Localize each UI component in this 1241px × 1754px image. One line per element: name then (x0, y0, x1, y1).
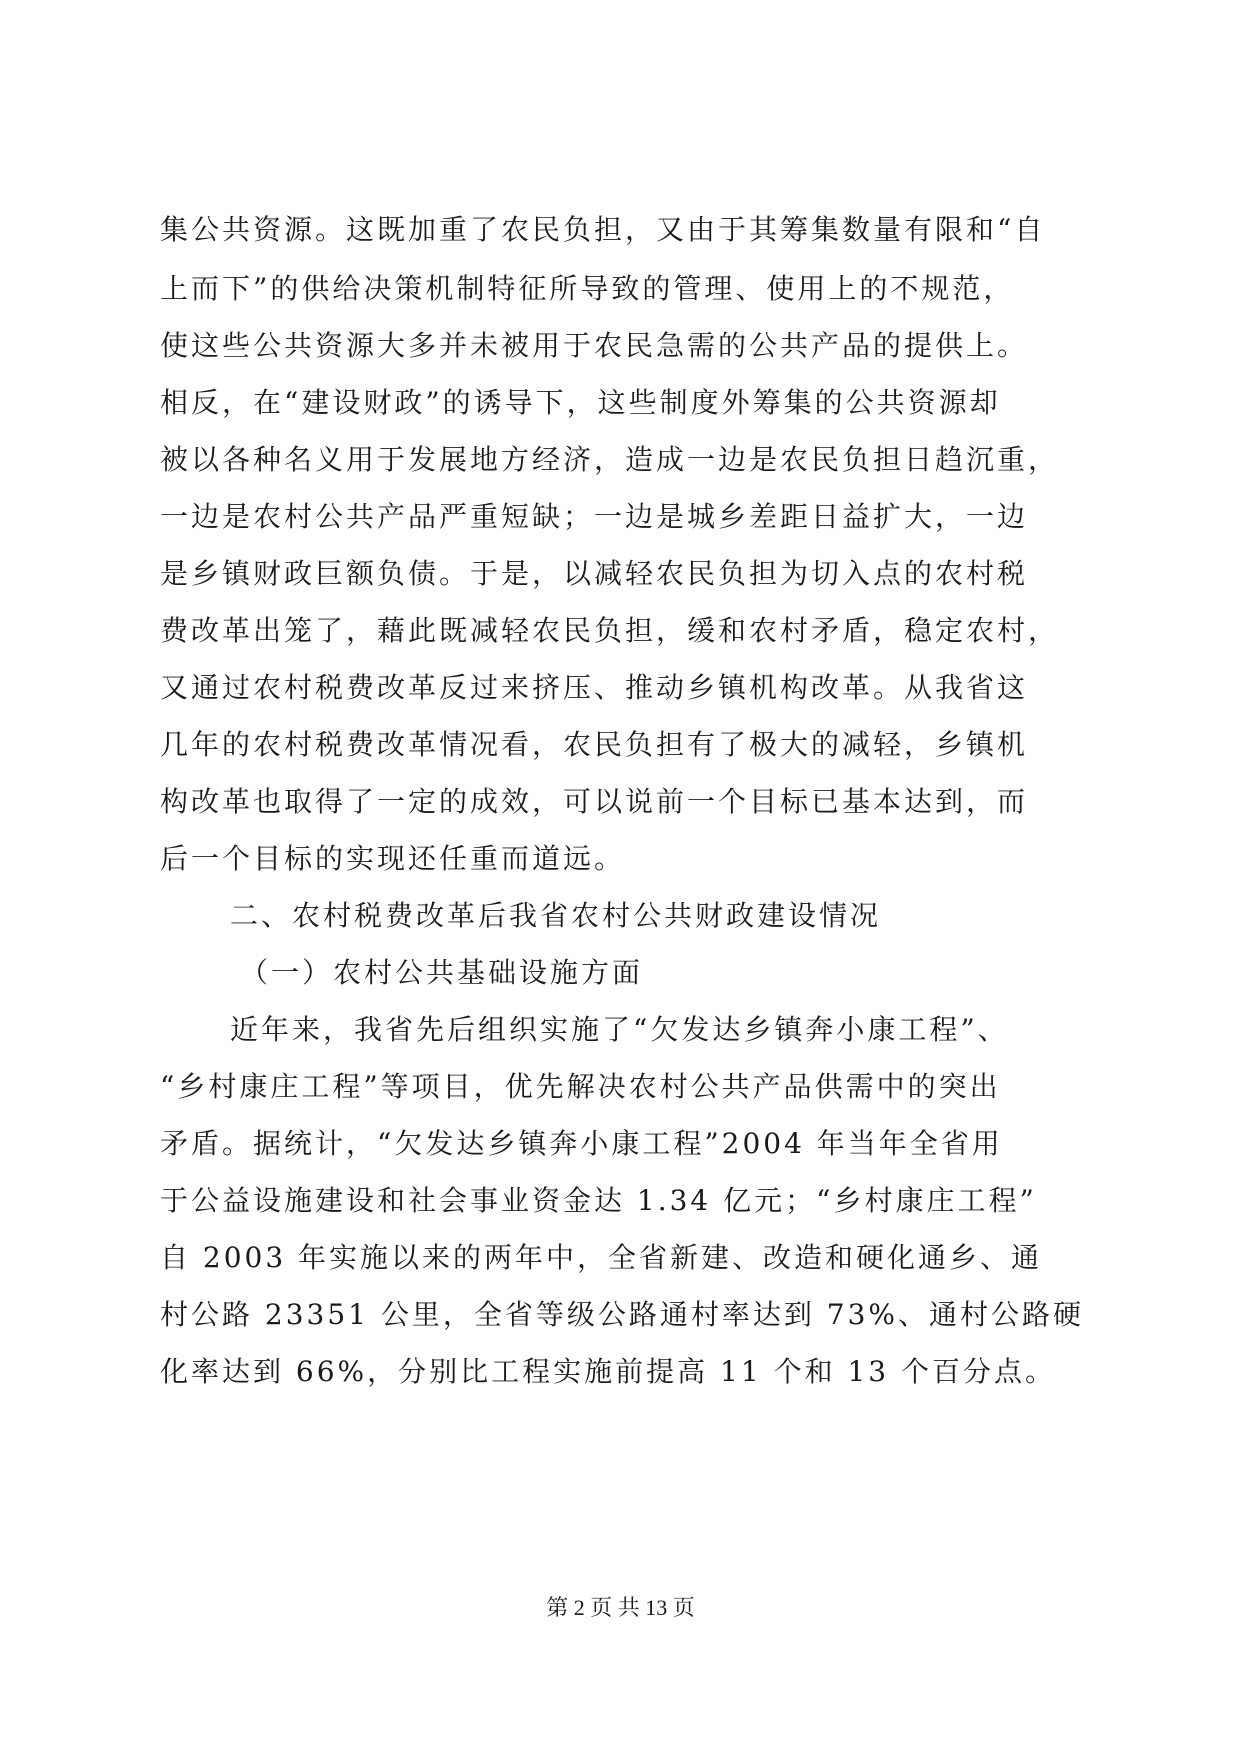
text-line: 被以各种名义用于发展地方经济，造成一边是农民负担日趋沉重， (160, 443, 1060, 476)
text-line: 上而下”的供给决策机制特征所导致的管理、使用上的不规范， (160, 272, 1015, 305)
text-line: 后一个目标的实现还任重而道远。 (160, 842, 626, 875)
text-line: 几年的农村税费改革情况看，农民负担有了极大的减轻，乡镇机 (160, 728, 1029, 761)
text-line: 于公益设施建设和社会事业资金达 1.34 亿元；“乡村康庄工程” (160, 1184, 1037, 1217)
text-line: 矛盾。据统计，“欠发达乡镇奔小康工程”2004 年当年全省用 (160, 1127, 1003, 1160)
text-line: 构改革也取得了一定的成效，可以说前一个目标已基本达到，而 (160, 785, 1029, 818)
text-line: 一边是农村公共产品严重短缺；一边是城乡差距日益扩大，一边 (160, 500, 1029, 533)
text-line: 集公共资源。这既加重了农民负担，又由于其筹集数量有限和“自 (160, 213, 1046, 246)
text-line: 使这些公共资源大多并未被用于农民急需的公共产品的提供上。 (160, 329, 1029, 362)
text-line: 相反，在“建设财政”的诱导下，这些制度外筹集的公共资源却 (160, 386, 1001, 419)
text-line: “乡村康庄工程”等项目，优先解决农村公共产品供需中的突出 (160, 1070, 1001, 1103)
section-heading: 二、农村税费改革后我省农村公共财政建设情况 (230, 899, 882, 932)
text-line: 化率达到 66%，分别比工程实施前提高 11 个和 13 个百分点。 (160, 1355, 1056, 1388)
text-line: 费改革出笼了，藉此既减轻农民负担，缓和农村矛盾，稳定农村， (160, 614, 1060, 647)
page-number-footer: 第 2 页 共 13 页 (546, 1595, 695, 1620)
text-line: 又通过农村税费改革反过来挤压、推动乡镇机构改革。从我省这 (160, 671, 1029, 704)
text-line: 是乡镇财政巨额负债。于是，以减轻农民负担为切入点的农村税 (160, 557, 1029, 590)
text-line: 自 2003 年实施以来的两年中，全省新建、改造和硬化通乡、通 (160, 1241, 1043, 1274)
text-line: 村公路 23351 公里，全省等级公路通村率达到 73%、通村公路硬 (160, 1298, 1085, 1331)
text-line: 近年来，我省先后组织实施了“欠发达乡镇奔小康工程”、 (230, 1013, 1009, 1046)
subsection-heading: （一）农村公共基础设施方面 (240, 956, 644, 989)
